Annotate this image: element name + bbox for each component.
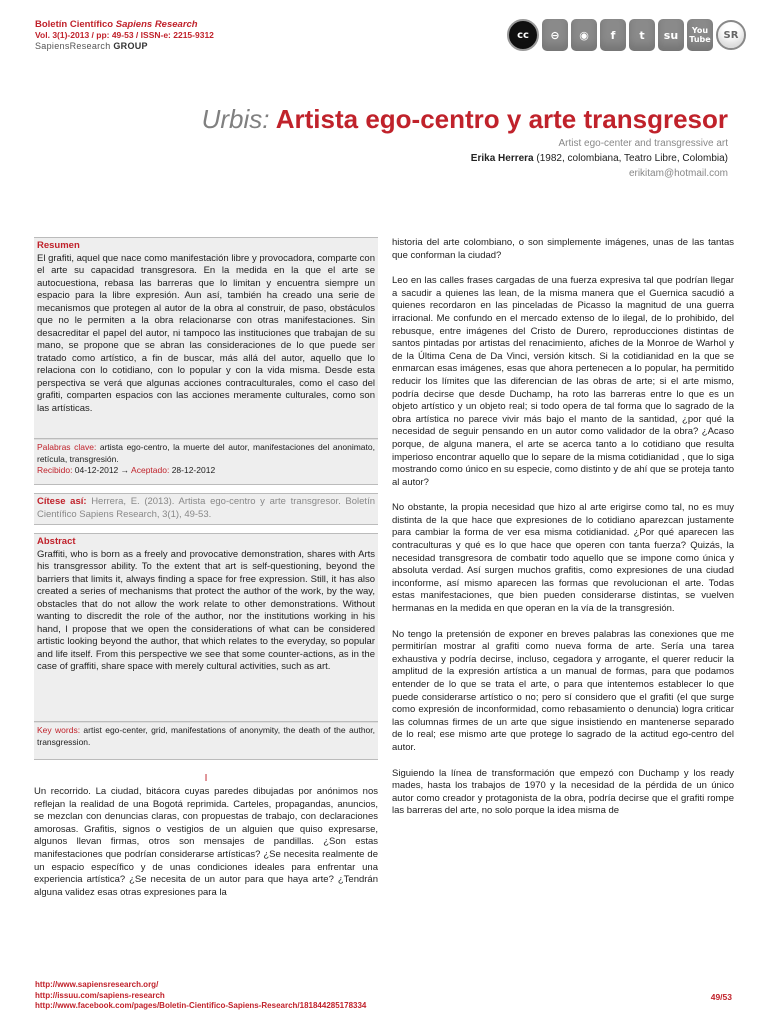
keywords-en-box xyxy=(34,722,378,760)
scribd-icon[interactable]: ◉ xyxy=(571,19,597,51)
resumen-box xyxy=(34,237,378,439)
cite-text: Herrera, E. (2013). Artista ego-centro y arte transgresor. Boletín Científico Sapiens Research, 3(1), 49-53. xyxy=(37,496,375,520)
sapiens-research-logo-icon[interactable]: SR xyxy=(716,20,746,50)
journal-name xyxy=(35,19,214,30)
title-main: Artista ego-centro y arte transgresor xyxy=(269,104,728,134)
journal-volume-line: Vol. 3(1)-2013 / pp: 49-53 / ISSN-e: 2215-9312 xyxy=(35,30,214,40)
keywords-en-label: Key words: xyxy=(37,725,81,735)
page-number: 49/53 xyxy=(710,992,732,1002)
paragraph: Siguiendo la línea de transformación que empezó con Duchamp y los ready mades, hasta los trabajos de 1970 y la necesidad de la pérdida de un único autor como creador y protagonista de la obra, podría decirse que el grafiti rompe las barreras del arte, no solo porque la idea misma de xyxy=(392,767,734,817)
by-nc-icon[interactable]: ⊖ xyxy=(542,19,568,51)
keywords-en: artist ego-center, grid, manifestations of anonymity, the death of the author, transgression. xyxy=(37,725,376,747)
received-date: 04-12-2012 → xyxy=(72,465,132,475)
group-suffix: GROUP xyxy=(113,41,148,51)
abstract-body: Graffiti, who is born as a freely and provocative demonstration, shares with Arts his transgressor ability. To the extent that art is self-questioning, beyond the barriers that limits it, always finding a space for free expression. Still, it has also created a series of mechanisms that protect the author of the work, by the way, obstacles that do not allow the work relate to other demonstrations. Without wanting to discredit the role of the author, nor the institutions working in his hand, I propose that we open the considerations of what can be considered artistic looking beyond the author, that which relates to the everyday, so popular and life itself. From this perspective we see that some counter-actions, as in the case of graffiti, share space with merely cultural activities, such as art. xyxy=(37,548,375,672)
abstract-heading: Abstract xyxy=(37,536,76,547)
paragraph: historia del arte colombiano, o son simplemente imágenes, unas de las tantas que conforman la ciudad? xyxy=(392,237,734,261)
accepted-date: 28-12-2012 xyxy=(169,465,216,475)
keywords-es: artista ego-centro, la muerte del autor, manifestaciones del anonimato, retícula, transgresión. xyxy=(37,442,375,464)
footer-link-issuu[interactable]: http://issuu.com/sapiens-research xyxy=(35,990,165,1000)
keywords-es-label: Palabras clave: xyxy=(37,442,97,452)
author-info: (1982, colombiana, Teatro Libre, Colombia) xyxy=(533,153,728,164)
paragraph: No obstante, la propia necesidad que hizo al arte erigirse como tal, no es muy distinta de la que hace que expresiones de lo cotidiano aparezcan justamente para cambiar la forma de ver esa misma cotidianidad. ¿Por qué aparecen las contraculturas y qué es lo que hace que operen con tanta fuerza? Quizás, la necesidad transgresora de combatir todo aquello que se impone como única y absoluta verdad. Así surgen muchos grafitis, como expresiones de una ciudad inconforme, así mismo aparecen las formas que revolucionan el arte. Todas estas manifestaciones, que bien pueden considerarse distintas, se vuelven hermanas en la medida en que operan en la vía de la transgresión. xyxy=(392,502,734,615)
cc-icon[interactable]: cc xyxy=(507,19,539,51)
title-prefix: Urbis: xyxy=(201,104,270,134)
journal-brand: Sapiens Research xyxy=(115,19,198,30)
stumbleupon-icon[interactable]: su xyxy=(658,19,684,51)
journal-header xyxy=(35,19,214,52)
group-prefix: SapiensResearch xyxy=(35,41,114,51)
right-column xyxy=(392,237,734,831)
twitter-icon[interactable]: t xyxy=(629,19,655,51)
journal-name-prefix: Boletín Científico xyxy=(35,19,116,30)
footer-link-facebook[interactable]: http://www.facebook.com/pages/Boletin-Cientifico-Sapiens-Research/181844285178334 xyxy=(35,1001,367,1010)
author-line xyxy=(471,153,728,164)
abstract-box xyxy=(34,533,378,722)
author-name: Erika Herrera xyxy=(470,153,534,164)
facebook-icon[interactable]: f xyxy=(600,19,626,51)
section-number: I xyxy=(204,773,208,784)
resumen-heading: Resumen xyxy=(37,240,80,251)
article-subtitle-en: Artist ego-center and transgressive art xyxy=(558,138,728,149)
footer-link-website[interactable]: http://www.sapiensresearch.org/ xyxy=(35,980,159,989)
received-label: Recibido: xyxy=(37,465,73,475)
cite-box xyxy=(34,493,378,525)
keywords-es-box xyxy=(34,439,378,485)
accepted-label: Aceptado: xyxy=(131,465,170,475)
paragraph: Leo en las calles frases cargadas de una fuerza expresiva tal que podrían llegar a sacudir a quienes las lean, de la misma manera que el Guernica sacudió a quienes recordaron en las pinceladas de Picasso la magnitud de una guerra irracional. Me confundo en el mercado extenso de lo ilegal, de lo prohibido, del rebusque, entre imágenes del Cristo de Durero, reproducciones distintas de santos pintadas por artistas del renacimiento, afiches de la Monroe de Warhol y de la Última Cena de Da Vinci, versión kitsch. Si la cotidianidad en la que se enmarcan esas imágenes, esas que ahora pertenecen a lo popular, ha permitido reducir los límites que las diferencian de las obras de arte; si el arte mismo, podría decirse que desde Duchamp, ha roto las barreras entre lo que es un objeto artístico y un objeto real; si todo opera de tal forma que lo sagrado de la obra artística no parece vivir más bajo el manto de la santidad, ¿por qué la necesidad de seguir pensando en un autor como validador de la obra? ¿Acaso porque, de alguna manera, el arte se acerca tanto a lo cotidiano que resulta imperioso encontrar aquello que lo separe de la misma cotidianidad , que lo siga mostrando como único en su especie, como distinto y de ahí que se proteja tanto al autor? xyxy=(392,275,734,488)
section-body: Un recorrido. La ciudad, bitácora cuyas paredes dibujadas por anónimos nos reflejan la realidad de una Bogotá reprimida. Carteles, propagandas, anuncios, se mezclan con denuncias claras, con propuestas de trabajo, con declaraciones amorosas. Grafitis, signos o vestigios de un alguien que quiso expresarse, algunos llevan firmas, otros son mensajes de pandillas. ¿Son estas manifestaciones que podrían considerarse artísticas? ¿Se necesita realmente de un espacio específico y de unas condiciones ideales para enfrentar una experiencia artística? ¿Se necesita de un autor para que haya arte? ¿Tendrán alguna validez esas otras expresiones para la xyxy=(34,786,378,898)
youtube-icon[interactable]: You Tube xyxy=(687,19,713,51)
author-email[interactable]: erikitam@hotmail.com xyxy=(628,168,728,179)
cite-label: Cítese así: xyxy=(37,496,87,507)
left-column xyxy=(34,237,378,899)
social-icon-bar xyxy=(507,19,746,51)
footer-links xyxy=(35,980,366,1012)
paragraph: No tengo la pretensión de exponer en breves palabras las conexiones que me permitirían mostrar al grafiti como nueva forma de arte. Sería una tarea exhaustiva y podría decirse, incluso, cegadora y arrogante, el querer reducir la amplitud de la expresión artística a un manual de formas, para que podamos entender de lo que se trata el arte, o para que intentemos establecer lo que puede considerarse artístico o no; pero sí considero que el grafiti (el que surge como expresión de inconformidad, como rebasamiento o denuncia) logra criticar las columnas firmes de un arte que sigue insistiendo en mantenerse separado de lo real; ese mismo arte que protege lo sagrado de la actitud ego-centro del autor. xyxy=(392,628,734,753)
publisher-group xyxy=(35,41,214,52)
resumen-body: El grafiti, aquel que nace como manifestación libre y provocadora, comparte con el arte su capacidad transgresora. En la medida en la que el arte se autocuestiona, rebasa las barreras que lo limitan y encuentra siempre un espacio para la libre expresión. Aun así, también ha creado una serie de mecanismos que protegen al autor de la obra al construir, de paso, obstáculos que no le permiten a la obra relacionarse con otras manifestaciones. Sin desacreditar el papel del autor, ni tampoco las instituciones que trabajan de su mano, se propone que se abran las consideraciones de lo que puede ser tratado como artístico, a fin de buscar, más allá del autor, aquello que lo relaciona con lo cotidiano, con lo popular y con la vida misma. Desde esta perspectiva se verá que algunas acciones contraculturales, como el caso del grafiti, comparten espacios con las acciones meramente culturales, como son las artísticas. xyxy=(37,252,375,414)
article-title xyxy=(202,104,728,135)
